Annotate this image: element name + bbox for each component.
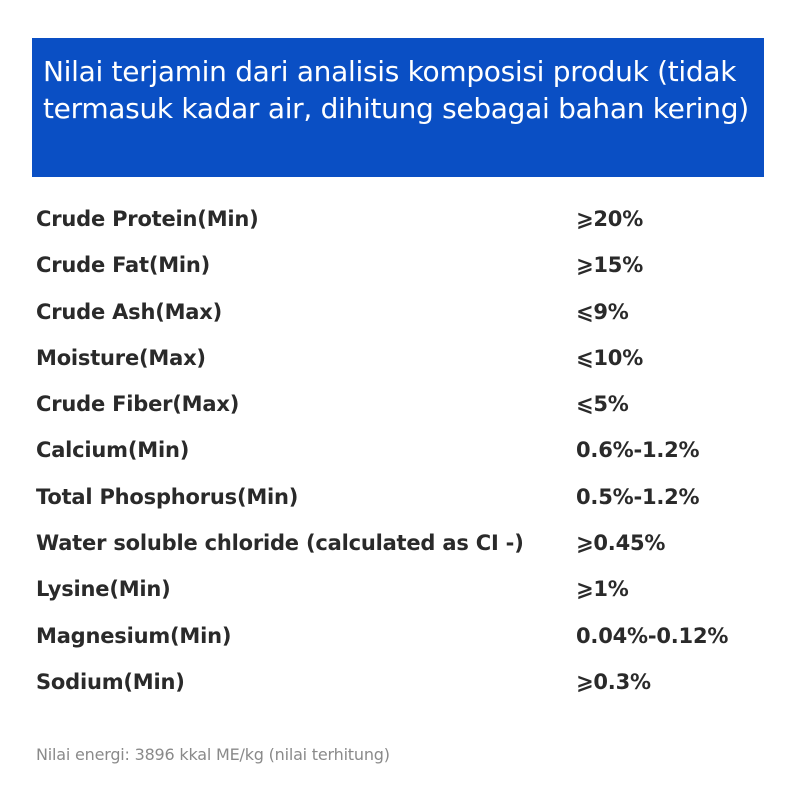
spec-name: Sodium(Min): [36, 669, 185, 694]
energy-footnote: Nilai energi: 3896 kkal ME/kg (nilai terhitung): [36, 745, 390, 764]
table-row: [36, 614, 766, 660]
spec-name: Crude Ash(Max): [36, 299, 223, 324]
table-row: [36, 475, 766, 521]
header-banner: [32, 38, 764, 177]
spec-name: Calcium(Min): [36, 438, 190, 463]
spec-name: Crude Fat(Min): [36, 253, 211, 278]
table-row: [36, 382, 766, 428]
table-row: [36, 428, 766, 474]
spec-value: ⩾0.45%: [576, 531, 666, 556]
spec-value: ⩾20%: [576, 207, 644, 231]
table-row: [36, 290, 766, 336]
spec-value: ⩽5%: [576, 392, 629, 417]
page-title: Nilai terjamin dari analisis komposisi produk (tidak termasuk kadar air, dihitung sebagai bahan kering): [43, 55, 749, 125]
spec-name: Total Phosphorus(Min): [36, 484, 299, 509]
spec-name: Magnesium(Min): [36, 623, 232, 648]
table-row: [36, 243, 766, 289]
spec-value: ⩾15%: [576, 253, 644, 278]
spec-name: Crude Protein(Min): [36, 207, 259, 231]
spec-value: ⩾0.3%: [576, 669, 651, 694]
spec-value: ⩽9%: [576, 299, 629, 324]
spec-value: 0.6%-1.2%: [576, 438, 700, 463]
spec-name: Lysine(Min): [36, 577, 171, 602]
spec-value: 0.5%-1.2%: [576, 484, 700, 509]
spec-name: Water soluble chloride (calculated as CI -): [36, 531, 524, 556]
table-row: [36, 660, 766, 706]
spec-value: 0.04%-0.12%: [576, 623, 729, 648]
table-row: [36, 197, 766, 243]
spec-name: Crude Fiber(Max): [36, 392, 240, 417]
composition-table: [36, 197, 766, 706]
table-row: [36, 521, 766, 567]
table-row: [36, 336, 766, 382]
spec-value: ⩾1%: [576, 577, 629, 602]
table-row: [36, 567, 766, 613]
spec-value: ⩽10%: [576, 345, 644, 370]
spec-name: Moisture(Max): [36, 345, 206, 370]
